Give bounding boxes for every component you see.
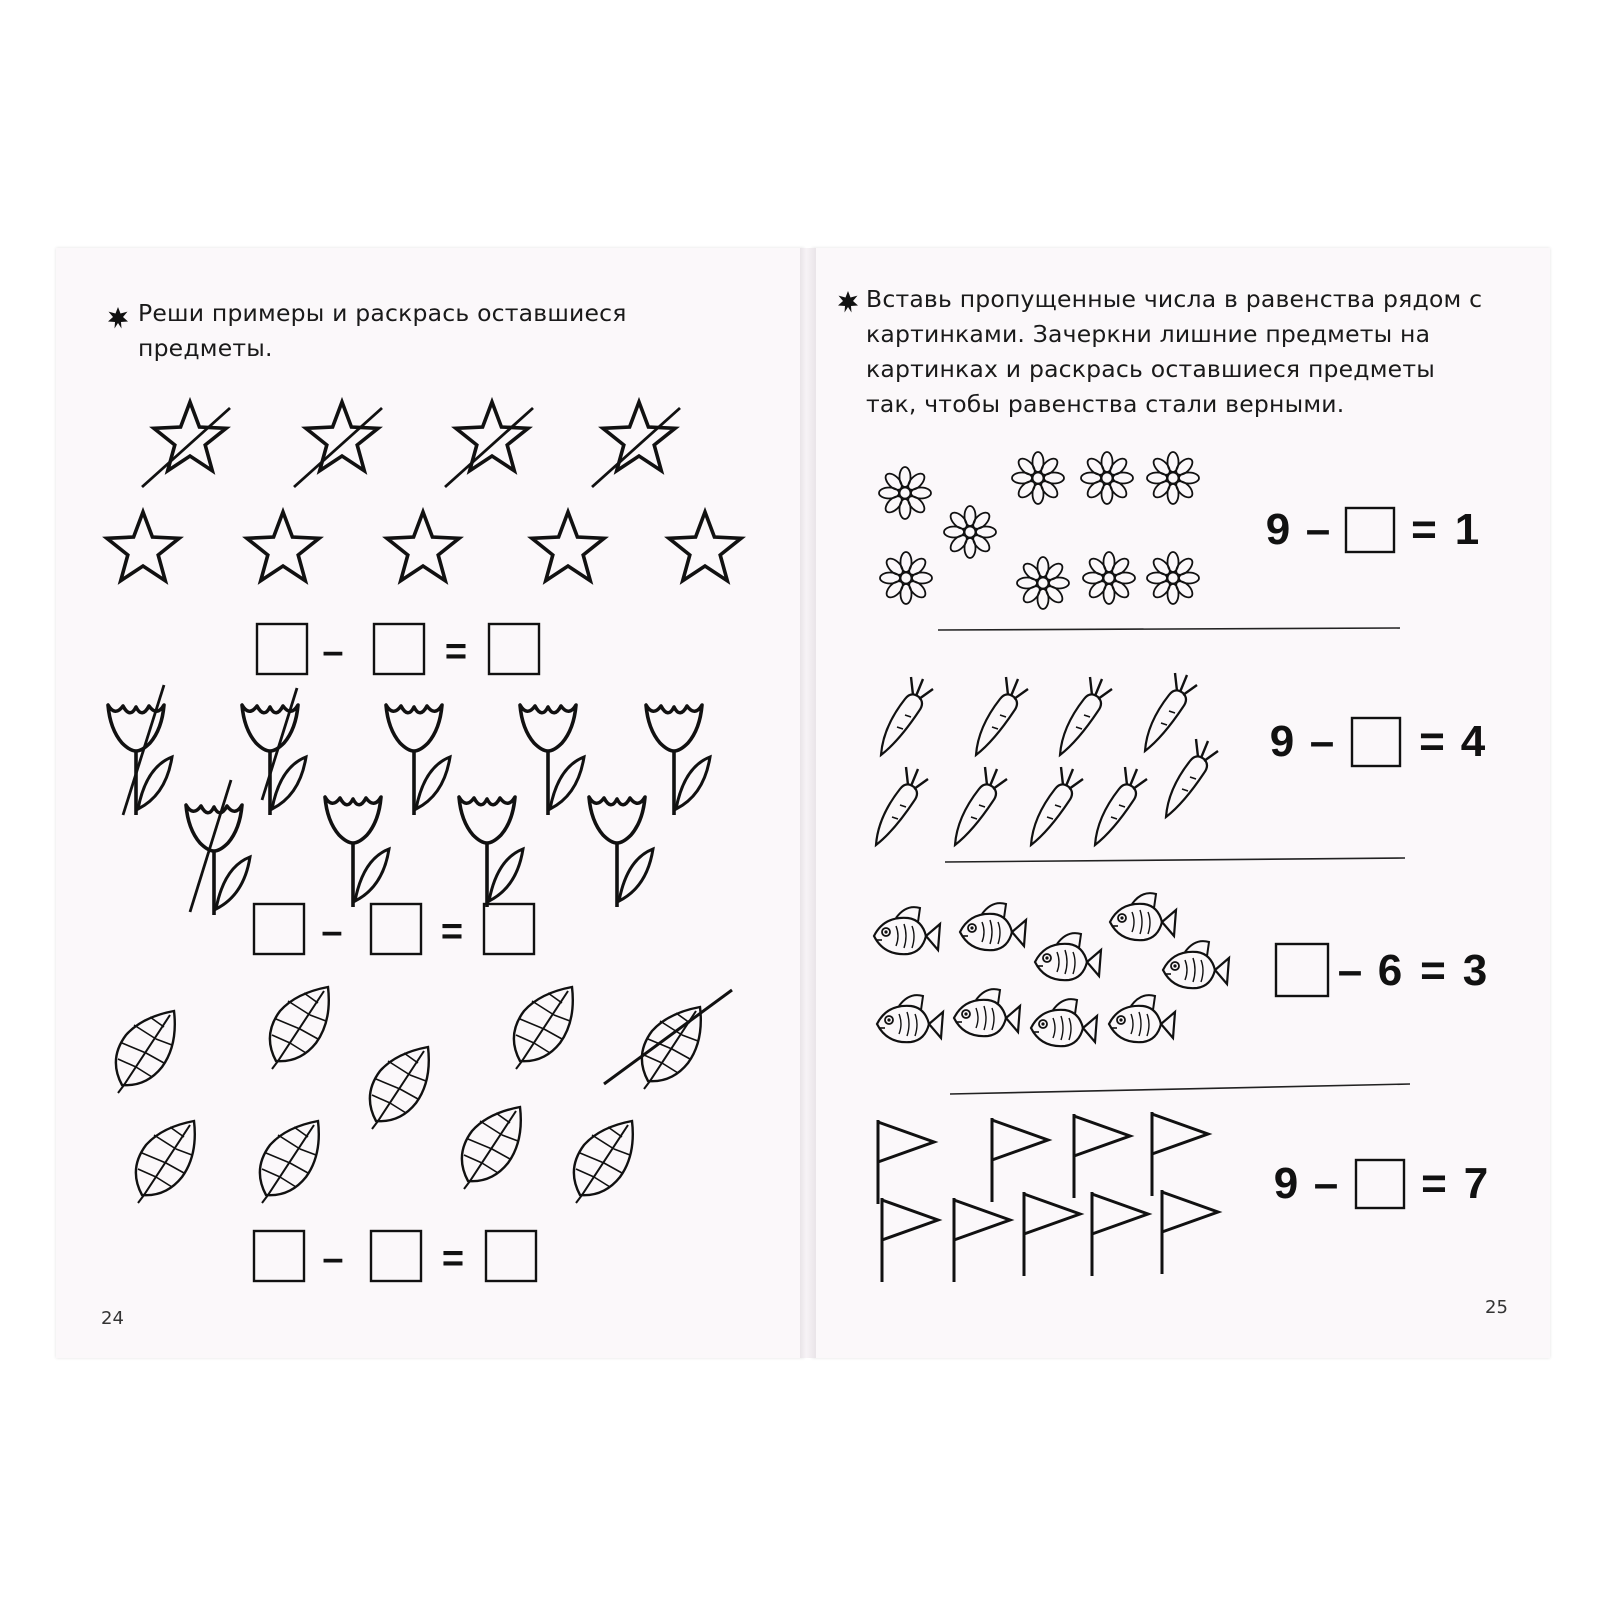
equals-sign: =: [1420, 946, 1446, 995]
star-icon: [247, 512, 319, 581]
fish-icon: [954, 989, 1020, 1036]
equation-carrots: [1270, 717, 1486, 766]
fish-icon: [1163, 941, 1229, 988]
answer-box[interactable]: [484, 904, 534, 954]
equation-flags: [1274, 1159, 1488, 1208]
star-icon: [306, 402, 378, 471]
exercise-flags: [878, 1112, 1218, 1282]
exercise-stars: [107, 402, 741, 581]
flag-icon: [954, 1198, 1010, 1282]
carrot-icon: [1095, 767, 1147, 845]
equation-flowers: [1266, 505, 1479, 554]
left-instruction: Реши примеры и раскрась оставшиеся предметы.: [138, 299, 627, 362]
star-icon: [107, 512, 179, 581]
equation-stars: [257, 624, 539, 674]
carrot-icon: [976, 677, 1028, 755]
equation-number: 3: [1462, 946, 1488, 995]
fish-icon: [1110, 893, 1176, 940]
answer-box[interactable]: [1346, 508, 1394, 552]
flower-icon: [879, 467, 931, 519]
tulip-icon: [325, 797, 389, 907]
exercise-leaves: [116, 987, 732, 1203]
answer-box[interactable]: [254, 904, 304, 954]
equation-number: 9: [1269, 717, 1295, 766]
minus-sign: –: [1313, 1159, 1339, 1208]
answer-box[interactable]: [254, 1231, 304, 1281]
minus-sign: –: [321, 911, 343, 953]
leaf-icon: [462, 1107, 521, 1189]
leaf-icon: [136, 1121, 195, 1203]
answer-box[interactable]: [1352, 718, 1400, 766]
left-page-number: 24: [101, 1308, 124, 1329]
flag-icon: [1152, 1112, 1208, 1196]
star-icon: [603, 402, 675, 471]
flower-icon: [1081, 452, 1133, 504]
star-icon: [532, 512, 604, 581]
carrot-icon: [1031, 767, 1083, 845]
answer-box[interactable]: [371, 904, 421, 954]
answer-box[interactable]: [374, 624, 424, 674]
carrot-icon: [881, 677, 933, 755]
equation-leaves: [254, 1231, 536, 1281]
fish-icon: [1031, 999, 1097, 1046]
equals-sign: =: [1411, 505, 1437, 554]
flower-icon: [1017, 557, 1069, 609]
tulip-icon: [520, 705, 584, 815]
divider-line: [945, 858, 1405, 862]
cross-out-line: [604, 990, 732, 1084]
leaf-icon: [116, 1011, 175, 1093]
tulip-icon: [589, 797, 653, 907]
flower-icon: [1147, 552, 1199, 604]
answer-box[interactable]: [257, 624, 307, 674]
carrot-icon: [876, 767, 928, 845]
fish-icon: [877, 995, 943, 1042]
flower-icon: [1147, 452, 1199, 504]
equals-sign: =: [444, 631, 468, 673]
cross-out-line: [142, 408, 230, 487]
exercise-carrots: [876, 673, 1218, 845]
flag-icon: [878, 1120, 934, 1204]
fish-icon: [960, 903, 1026, 950]
exercise-fish: [874, 893, 1229, 1046]
equation-tulips: [254, 904, 534, 954]
equals-sign: =: [1419, 717, 1445, 766]
fish-icon: [1109, 995, 1175, 1042]
equation-number: 6: [1377, 946, 1403, 995]
tulip-icon: [646, 705, 710, 815]
carrot-icon: [955, 767, 1007, 845]
minus-sign: –: [1305, 505, 1331, 554]
equation-number: 9: [1273, 1159, 1299, 1208]
leaf-icon: [270, 987, 329, 1069]
star-icon: [669, 512, 741, 581]
star-icon: [456, 402, 528, 471]
minus-sign: –: [322, 631, 344, 673]
equals-sign: =: [440, 911, 464, 953]
carrot-icon: [1166, 739, 1218, 817]
flag-icon: [992, 1118, 1048, 1202]
divider-line: [938, 628, 1400, 630]
cross-out-line: [445, 408, 533, 487]
flower-icon: [880, 552, 932, 604]
minus-sign: –: [1337, 946, 1363, 995]
answer-box[interactable]: [1356, 1160, 1404, 1208]
leaf-icon: [370, 1047, 429, 1129]
equation-fish: [1276, 944, 1487, 996]
answer-box[interactable]: [371, 1231, 421, 1281]
tulip-icon: [386, 705, 450, 815]
leaf-icon: [514, 987, 573, 1069]
tulip-icon: [459, 797, 523, 907]
flag-icon: [1024, 1192, 1080, 1276]
right-page-number: 25: [1485, 1297, 1508, 1318]
minus-sign: –: [1309, 717, 1335, 766]
equation-number: 9: [1265, 505, 1291, 554]
carrot-icon: [1145, 673, 1197, 751]
star-icon: [154, 402, 226, 471]
answer-box[interactable]: [486, 1231, 536, 1281]
exercise-tulips: [108, 685, 710, 915]
equation-number: 7: [1463, 1159, 1489, 1208]
cross-out-line: [294, 408, 382, 487]
minus-sign: –: [322, 1238, 344, 1280]
answer-box[interactable]: [1276, 944, 1328, 996]
flag-icon: [882, 1198, 938, 1282]
answer-box[interactable]: [489, 624, 539, 674]
flag-icon: [1074, 1114, 1130, 1198]
right-instruction: Вставь пропущенные числа в равенства рядом с картинками. Зачеркни лишние предметы на картинках и раскрась оставшиеся предметы так, чтобы равенства стали верными.: [866, 285, 1483, 418]
flower-icon: [944, 506, 996, 558]
leaf-icon: [574, 1121, 633, 1203]
flower-icon: [1083, 552, 1135, 604]
carrot-icon: [1060, 677, 1112, 755]
fish-icon: [874, 907, 940, 954]
cross-out-line: [592, 408, 680, 487]
exercise-flowers: [879, 452, 1199, 609]
equation-number: 4: [1460, 717, 1486, 766]
divider-line: [950, 1084, 1410, 1094]
star-icon: [387, 512, 459, 581]
equals-sign: =: [1421, 1159, 1447, 1208]
flag-icon: [1162, 1190, 1218, 1274]
flag-icon: [1092, 1192, 1148, 1276]
leaf-icon: [260, 1121, 319, 1203]
fish-icon: [1035, 933, 1101, 980]
equation-number: 1: [1454, 505, 1480, 554]
equals-sign: =: [441, 1238, 465, 1280]
flower-icon: [1012, 452, 1064, 504]
